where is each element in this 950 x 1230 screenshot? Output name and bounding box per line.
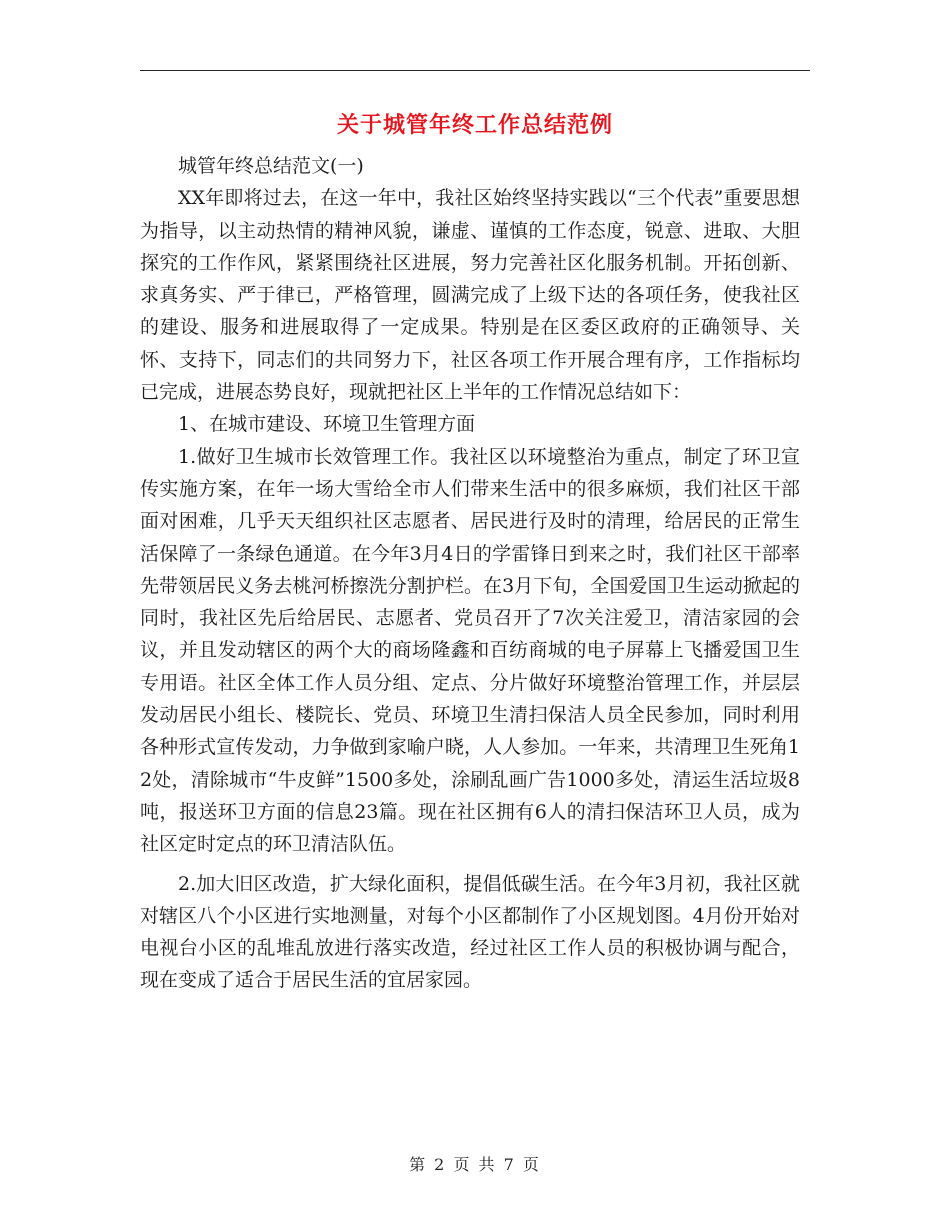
page-number: 第 2 页 共 7 页 [409, 1155, 541, 1174]
section-subtitle: 城管年终总结范文(一) [178, 155, 364, 177]
document-body [140, 150, 800, 997]
header-rule [140, 70, 810, 71]
body-paragraph: 2.加大旧区改造，扩大绿化面积，提倡低碳生活。在今年3月初，我社区就对辖区八个小区进行实地测量，对每个小区都制作了小区规划图。4月份开始对电视台小区的乱堆乱放进行落实改造，经过社区工作人员的积极协调与配合，现在变成了适合于居民生活的宜居家园。 [140, 872, 800, 992]
section-heading: 1、在城市建设、环境卫生管理方面 [178, 413, 476, 436]
body-paragraph: 1.做好卫生城市长效管理工作。我社区以环境整治为重点，制定了环卫宣传实施方案，在年一场大雪给全市人们带来生活中的很多麻烦，我们社区干部面对困难，几乎天天组织社区志愿者、居民进行及时的清理，给居民的正常生活保障了一条绿色通道。在今年3月4日的学雷锋日到来之时，我们社区干部率先带领居民义务去桃河桥擦洗分割护栏。在3月下旬，全国爱国卫生运动掀起的同时，我社区先后给居民、志愿者、党员召开了7次关注爱卫，清洁家园的会议，并且发动辖区的两个大的商场隆鑫和百纺商城的电子屏幕上飞播爱国卫生专用语。社区全体工作人员分组、定点、分片做好环境整治管理工作，并层层发动居民小组长、楼院长、党员、环境卫生清扫保洁人员全民参加，同时利用各种形式宣传发动，力争做到家喻户晓，人人参加。一年来，共清理卫生死角12处，清除城市“牛皮鲜”1500多处，涂刷乱画广告1000多处，清运生活垃圾8吨，报送环卫方面的信息23篇。现在社区拥有6人的清扫保洁环卫人员，成为社区定时定点的环卫清洁队伍。 [140, 445, 800, 856]
intro-paragraph: XX年即将过去，在这一年中，我社区始终坚持实践以“三个代表”重要思想为指导，以主动热情的精神风貌，谦虚、谨慎的工作态度，锐意、进取、大胆探究的工作作风，紧紧围绕社区进展，努力完善社区化服务机制。开拓创新、求真务实、严于律已，严格管理，圆满完成了上级下达的各项任务，使我社区的建设、服务和进展取得了一定成果。特别是在区委区政府的正确领导、关怀、支持下，同志们的共同努力下，社区各项工作开展合理有序，工作指标均已完成，进展态势良好，现就把社区上半年的工作情况总结如下： [140, 187, 800, 404]
document-title: 关于城管年终工作总结范例 [336, 113, 613, 138]
